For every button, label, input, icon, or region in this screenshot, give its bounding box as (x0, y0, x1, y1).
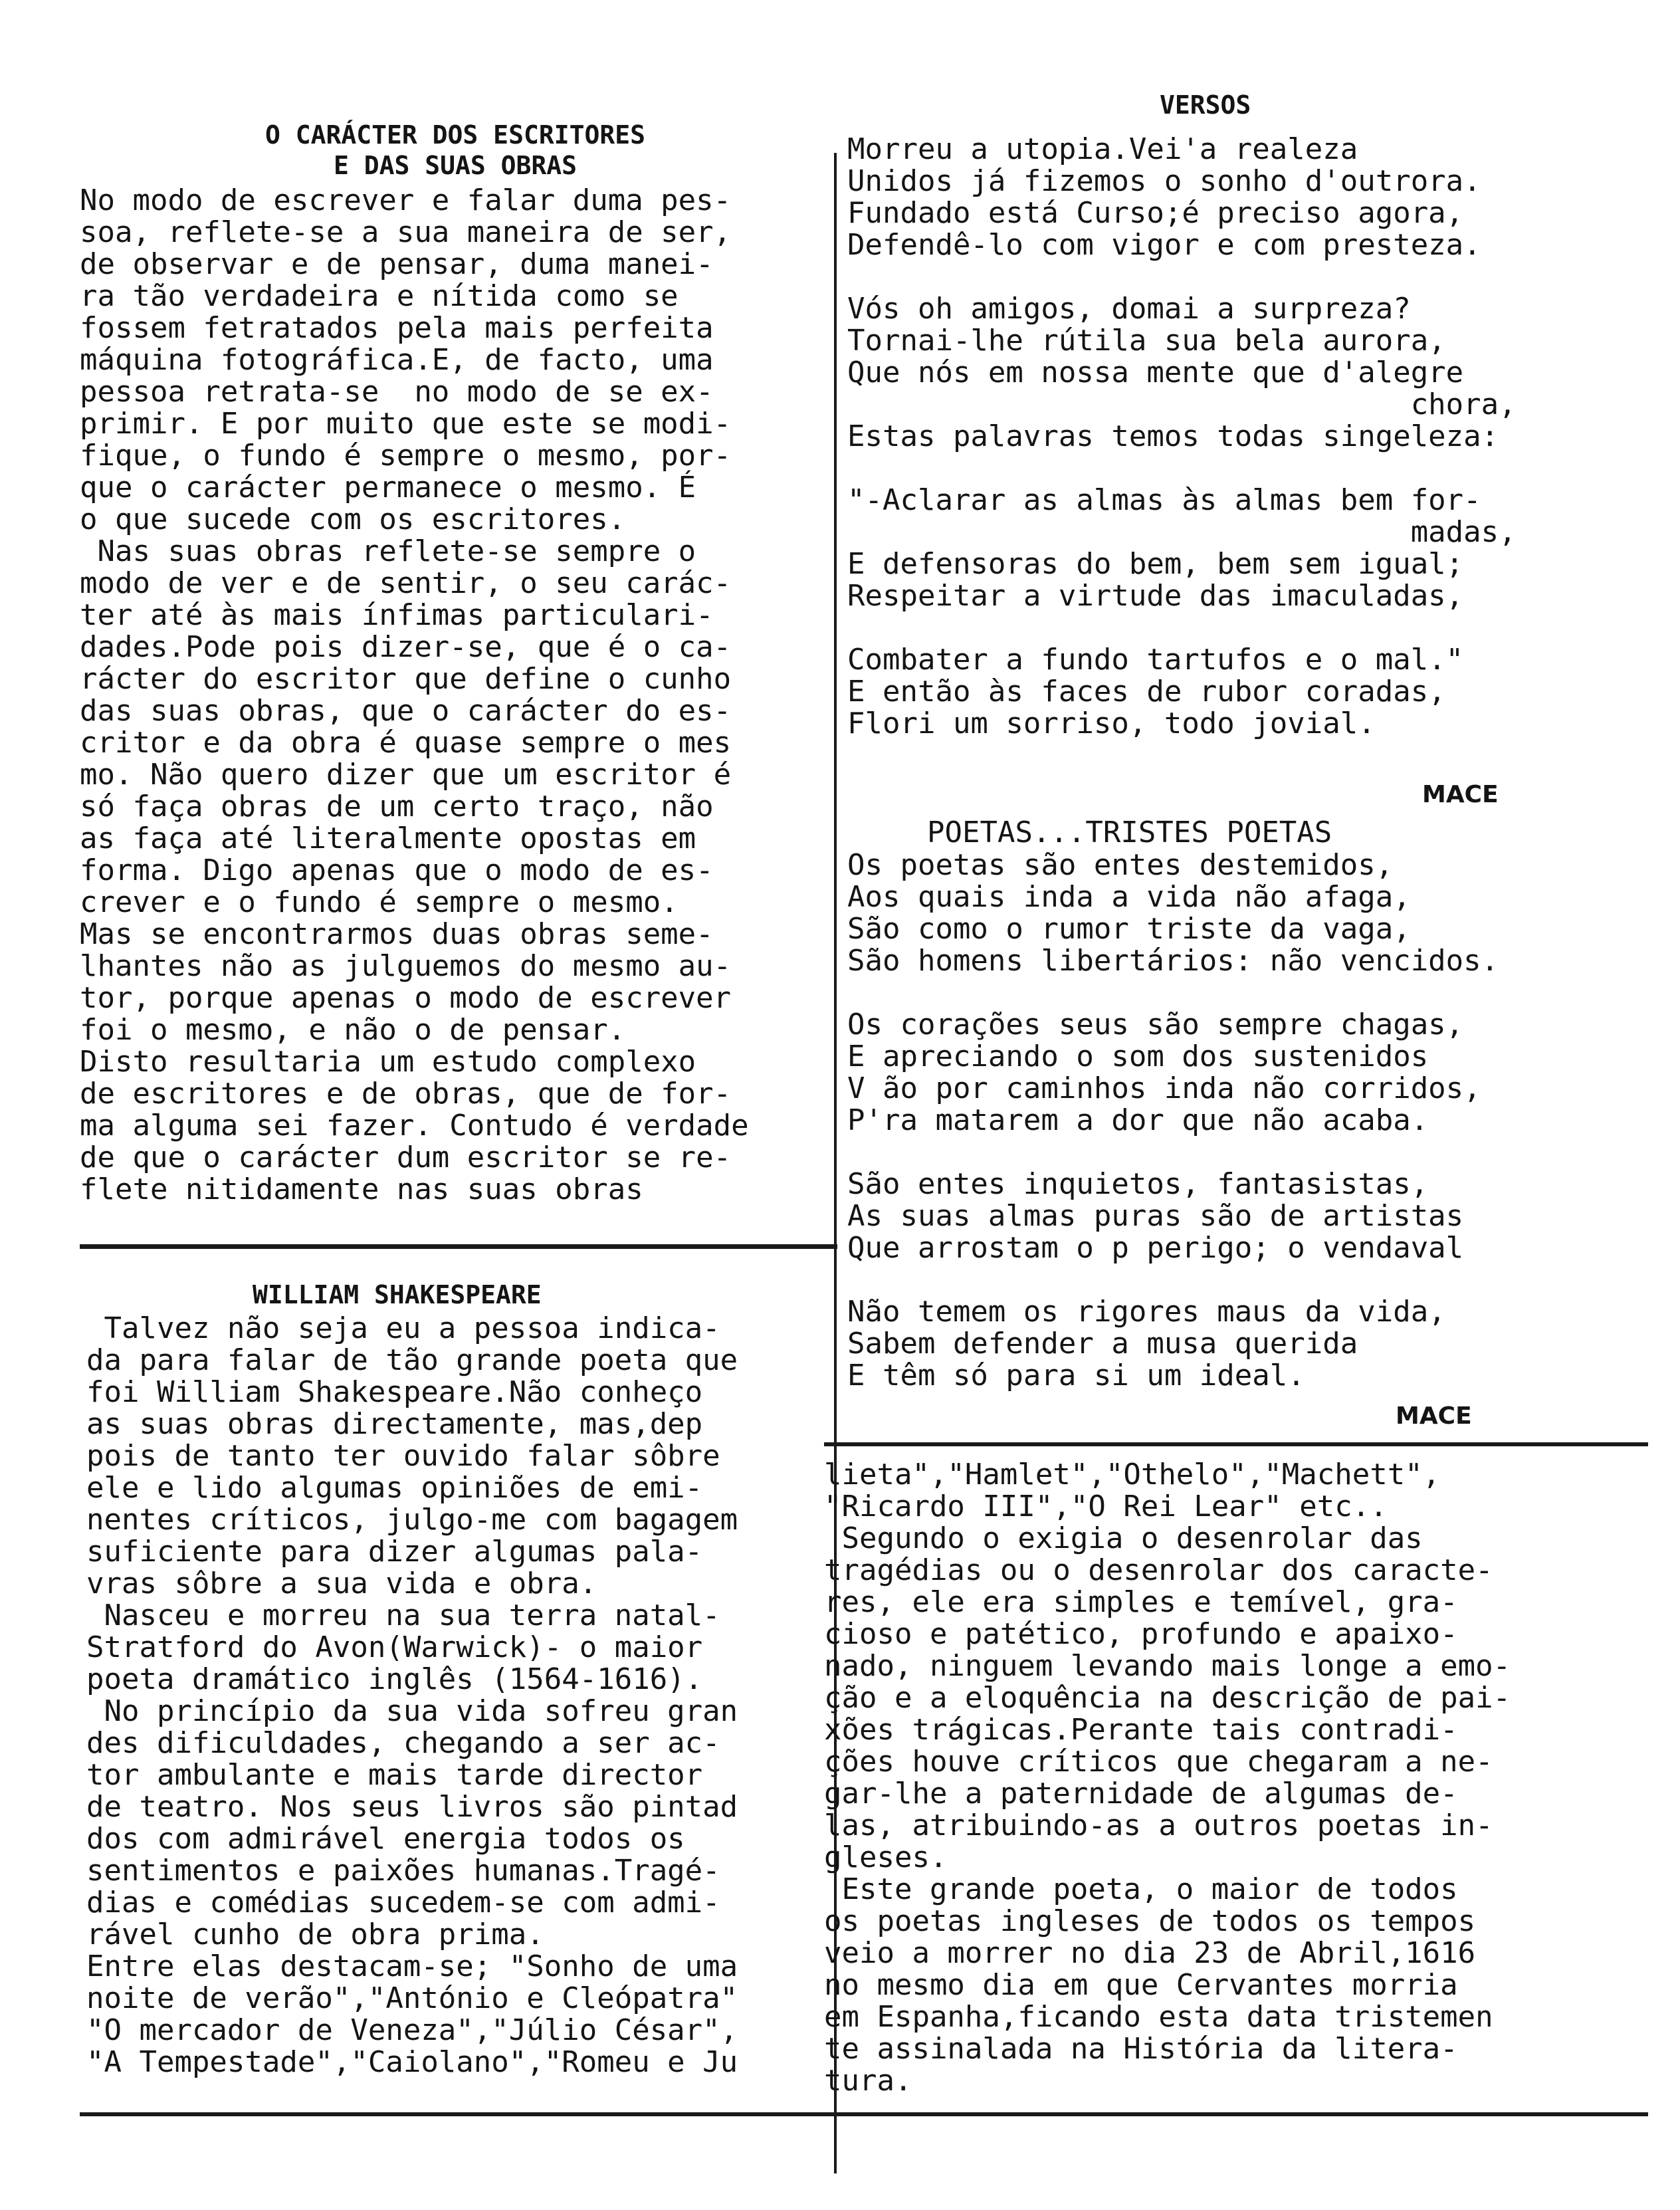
text-line: dias e comédias sucedem-se com admi- (86, 1886, 720, 1920)
text-line: em Espanha,ficando esta data tristemen (824, 2000, 1493, 2034)
essay-title-line2: E DAS SUAS OBRAS (333, 151, 578, 180)
text-line: o que sucede com os escritores. (80, 502, 626, 536)
text-line: que o carácter permanece o mesmo. É (80, 471, 696, 504)
text-line: Que arrostam o p perigo; o vendaval (847, 1231, 1464, 1265)
text-line: nentes críticos, julgo-me com bagagem (86, 1503, 738, 1537)
text-line: As suas almas puras são de artistas (847, 1199, 1464, 1233)
text-line: da para falar de tão grande poeta que (86, 1343, 738, 1377)
text-line: dades.Pode pois dizer-se, que é o ca- (80, 630, 732, 664)
text-line: madas, (847, 515, 1517, 549)
text-line: Disto resultaria um estudo complexo (80, 1045, 696, 1079)
text-line: no mesmo dia em que Cervantes morria (824, 1968, 1458, 2002)
text-line: as suas obras directamente, mas,dep (86, 1407, 703, 1441)
text-line: E então às faces de rubor coradas, (847, 675, 1446, 709)
text-line: te assinalada na História da litera- (824, 2032, 1458, 2066)
text-line: Estas palavras temos todas singeleza: (847, 419, 1499, 453)
text-line: primir. E por muito que este se modi- (80, 407, 732, 441)
text-line: vras sôbre a sua vida e obra. (86, 1567, 597, 1601)
text-line: dos com admirável energia todos os (86, 1822, 685, 1856)
text-line: critor e da obra é quase sempre o mes (80, 726, 732, 760)
text-line: Mas se encontrarmos duas obras seme- (80, 917, 714, 951)
text-line: ele e lido algumas opiniões de emi- (86, 1471, 703, 1505)
text-line (847, 1264, 1645, 1296)
poem-tristes-poetas (847, 818, 1645, 1392)
text-line: rácter do escritor que define o cunho (80, 662, 732, 696)
text-line: Sabem defender a musa querida (847, 1327, 1358, 1361)
essay-shakespeare-body (86, 1313, 837, 2078)
text-line: São como o rumor triste da vaga, (847, 912, 1411, 946)
essay-shakespeare-continued-body (824, 1459, 1648, 2097)
text-line: Os poetas são entes destemidos, (847, 849, 1394, 882)
text-line: des dificuldades, chegando a ser ac- (86, 1726, 720, 1760)
text-line: Unidos já fizemos o sonho d'outrora. (847, 164, 1481, 198)
poem-tristes-body (847, 849, 1645, 1392)
divider-left-mid (80, 1244, 837, 1249)
text-line: E apreciando o som dos sustenidos (847, 1040, 1429, 1073)
text-line (847, 261, 1645, 293)
text-line: flete nitidamente nas suas obras (80, 1172, 643, 1206)
text-line: ter até às mais ínfimas particulari- (80, 598, 714, 632)
text-line: crever e o fundo é sempre o mesmo. (80, 885, 679, 919)
text-line: das suas obras, que o carácter do es- (80, 694, 732, 728)
text-line: xões trágicas.Perante tais contradi- (824, 1713, 1458, 1747)
text-line: foi o mesmo, e não o de pensar. (80, 1013, 626, 1047)
text-line: noite de verão","António e Cleópatra" (86, 1981, 738, 2015)
text-line: São entes inquietos, fantasistas, (847, 1167, 1429, 1201)
text-line: Os corações seus são sempre chagas, (847, 1008, 1464, 1042)
text-line: tor, porque apenas o modo de escrever (80, 981, 732, 1015)
text-line: suficiente para dizer algumas pala- (86, 1535, 703, 1569)
text-line: Nas suas obras reflete-se sempre o (80, 534, 696, 568)
text-line: Combater a fundo tartufos e o mal." (847, 643, 1464, 677)
text-line: Entre elas destacam-se; "Sonho de uma (86, 1949, 738, 1983)
text-line: Este grande poeta, o maior de todos (824, 1872, 1458, 1906)
text-line: No modo de escrever e falar duma pes- (80, 185, 732, 217)
text-line (847, 453, 1645, 485)
text-line: ções houve críticos que chegaram a ne- (824, 1745, 1493, 1779)
poem-versos-title: VERSOS (1160, 90, 1251, 120)
text-line: Stratford do Avon(Warwick)- o maior (86, 1630, 703, 1664)
essay-title-line1: O CARÁCTER DOS ESCRITORES (265, 120, 645, 150)
text-line: Morreu a utopia.Vei'a realeza (847, 134, 1358, 166)
text-line: chora, (847, 387, 1517, 421)
text-line: Não temem os rigores maus da vida, (847, 1295, 1446, 1329)
text-line: P'ra matarem a dor que não acaba. (847, 1103, 1429, 1137)
text-line (847, 1137, 1645, 1168)
text-line: Flori um sorriso, todo jovial. (847, 707, 1376, 740)
text-line: mo. Não quero dizer que um escritor é (80, 758, 732, 792)
text-line: Talvez não seja eu a pessoa indica- (86, 1313, 720, 1345)
text-line: Aos quais inda a vida não afaga, (847, 880, 1411, 914)
divider-right-mid (824, 1442, 1648, 1446)
text-line: V ão por caminhos inda não corridos, (847, 1071, 1481, 1105)
text-line: rável cunho de obra prima. (86, 1918, 544, 1951)
text-line: "Ricardo III","O Rei Lear" etc.. (824, 1490, 1388, 1523)
text-line: "A Tempestade","Caiolano","Romeu e Ju (86, 2045, 738, 2078)
text-line: nado, ninguem levando mais longe a emo- (824, 1649, 1511, 1683)
poem-tristes-signature: MACE (1396, 1402, 1472, 1430)
poem-tristes-title: POETAS...TRISTES POETAS (927, 816, 1332, 849)
text-line: cioso e patético, profundo e apaixo- (824, 1617, 1458, 1651)
text-line: de observar e de pensar, duma manei- (80, 247, 714, 281)
text-line: Fundado está Curso;é preciso agora, (847, 196, 1464, 230)
text-line: pois de tanto ter ouvido falar sôbre (86, 1439, 720, 1473)
text-line: tor ambulante e mais tarde director (86, 1758, 703, 1792)
text-line: de teatro. Nos seus livros são pintad (86, 1790, 738, 1824)
text-line: E defensoras do bem, bem sem igual; (847, 547, 1464, 581)
essay-shakespeare-title: WILLIAM SHAKESPEARE (253, 1280, 542, 1309)
text-line: São homens libertários: não vencidos. (847, 944, 1499, 978)
text-line: Vós oh amigos, domai a surpreza? (847, 292, 1411, 326)
text-line: lieta","Hamlet","Othelo","Machett", (824, 1459, 1441, 1492)
text-line: No princípio da sua vida sofreu gran (86, 1694, 738, 1728)
text-line: fossem fetratados pela mais perfeita (80, 311, 714, 345)
text-line: só faça obras de um certo traço, não (80, 790, 714, 824)
text-line: sentimentos e paixões humanas.Tragé- (86, 1854, 720, 1888)
divider-bottom (80, 2112, 1648, 2116)
text-line: Nasceu e morreu na sua terra natal- (86, 1599, 720, 1632)
poem-versos-signature: MACE (1422, 781, 1499, 808)
text-line: os poetas ingleses de todos os tempos (824, 1904, 1476, 1938)
essay-character-writers (80, 120, 831, 1206)
text-line (847, 612, 1645, 644)
text-line: las, atribuindo-as a outros poetas in- (824, 1809, 1493, 1842)
text-line: de escritores e de obras, que de for- (80, 1077, 732, 1111)
text-line: foi William Shakespeare.Não conheço (86, 1375, 703, 1409)
text-line: fique, o fundo é sempre o mesmo, por- (80, 439, 732, 473)
text-line: res, ele era simples e temível, gra- (824, 1585, 1458, 1619)
text-line: ma alguma sei fazer. Contudo é verdade (80, 1109, 749, 1143)
text-line: Defendê-lo com vigor e com presteza. (847, 228, 1481, 262)
text-line: ra tão verdadeira e nítida como se (80, 279, 679, 313)
text-line: gleses. (824, 1840, 948, 1874)
text-line: as faça até literalmente opostas em (80, 822, 696, 855)
text-line: Respeitar a virtude das imaculadas, (847, 579, 1464, 613)
text-line: máquina fotográfica.E, de facto, uma (80, 343, 714, 377)
text-line: gar-lhe a paternidade de algumas de- (824, 1777, 1458, 1811)
text-line: "O mercador de Veneza","Júlio César", (86, 2013, 738, 2047)
text-line: Segundo o exigia o desenrolar das (824, 1521, 1423, 1555)
text-line: lhantes não as julguemos do mesmo au- (80, 949, 732, 983)
essay-william-shakespeare (86, 1279, 837, 2078)
text-line: modo de ver e de sentir, o seu carác- (80, 566, 732, 600)
text-line (847, 977, 1645, 1009)
essay-body (80, 185, 831, 1206)
text-line: ção e a eloquência na descrição de pai- (824, 1681, 1511, 1715)
text-line: "-Aclarar as almas às almas bem for- (847, 483, 1481, 517)
poem-versos-body (847, 134, 1645, 740)
text-line: forma. Digo apenas que o modo de es- (80, 853, 714, 887)
text-line: E têm só para si um ideal. (847, 1359, 1305, 1392)
text-line: soa, reflete-se a sua maneira de ser, (80, 215, 732, 249)
text-line: veio a morrer no dia 23 de Abril,1616 (824, 1936, 1476, 1970)
essay-shakespeare-continued (824, 1459, 1648, 2097)
text-line: tura. (824, 2064, 912, 2097)
text-line: poeta dramático inglês (1564-1616). (86, 1662, 703, 1696)
text-line: Tornai-lhe rútila sua bela aurora, (847, 324, 1446, 358)
text-line: pessoa retrata-se no modo de se ex- (80, 375, 714, 409)
text-line: tragédias ou o desenrolar dos caracte- (824, 1553, 1493, 1587)
poem-versos (847, 90, 1645, 740)
text-line: de que o carácter dum escritor se re- (80, 1141, 732, 1174)
text-line: Que nós em nossa mente que d'alegre (847, 356, 1464, 389)
